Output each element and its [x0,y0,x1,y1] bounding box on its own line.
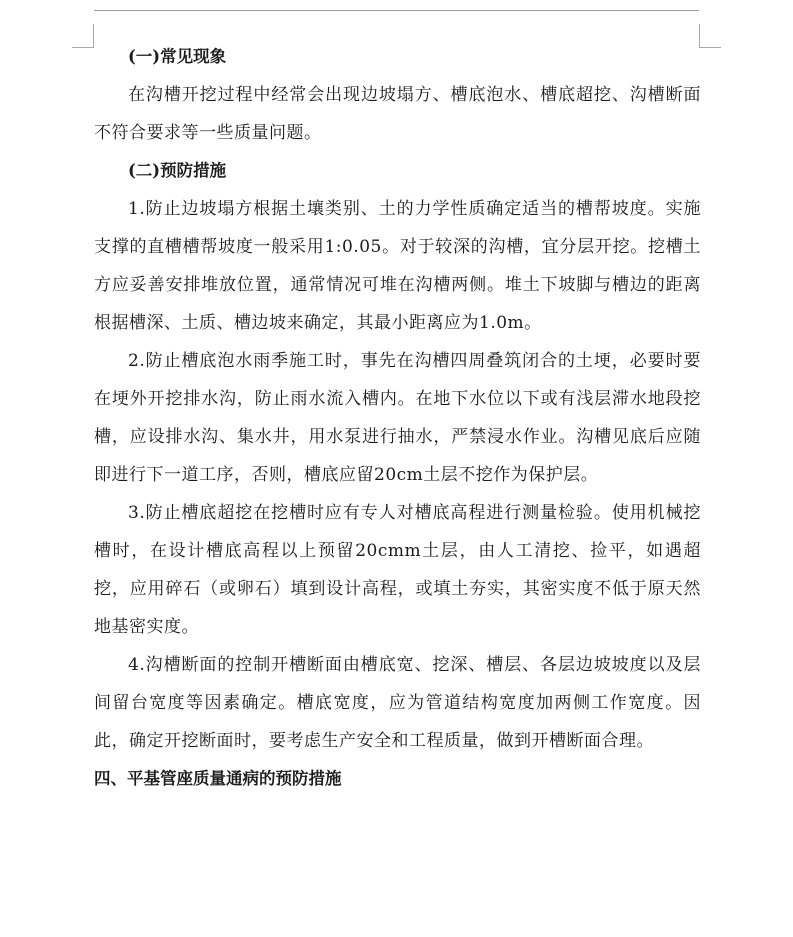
paragraph-measure-4: 4.沟槽断面的控制开槽断面由槽底宽、挖深、槽层、各层边坡坡度以及层间留台宽度等因素确定。槽底宽度，应为管道结构宽度加两侧工作宽度。因此，确定开挖断面时，要考虑生产安全和工程质量，做到开槽断面合理。 [94,655,701,751]
paragraph-measure-2: 2.防止槽底泡水雨季施工时，事先在沟槽四周叠筑闭合的土埂，必要时要在埂外开挖排水沟，防止雨水流入槽内。在地下水位以下或有浅层滞水地段挖槽，应设排水沟、集水井，用水泵进行抽水，严禁浸水作业。沟槽见底后应随即进行下一道工序，否则，槽底应留20cm土层不挖作为保护层。 [94,351,701,485]
margin-corner-mark-left [72,24,94,48]
paragraph-measure-3: 3.防止槽底超挖在挖槽时应有专人对槽底高程进行测量检验。使用机械挖槽时，在设计槽底高程以上预留20cmm土层，由人工清挖、捡平，如遇超挖，应用碎石（或卵石）填到设计高程，或填土夯实，其密实度不低于原天然地基密实度。 [94,503,701,637]
paragraph-measure-1: 1.防止边坡塌方根据土壤类别、土的力学性质确定适当的槽帮坡度。实施支撑的直槽槽帮坡度一般采用1:0.05。对于较深的沟槽，宜分层开挖。挖槽土方应妥善安排堆放位置，通常情况可堆在沟槽两侧。堆土下坡脚与槽边的距离根据槽深、土质、槽边坡来确定，其最小距离应为1.0m。 [94,199,701,333]
paragraph-phenomena: 在沟槽开挖过程中经常会出现边坡塌方、槽底泡水、槽底超挖、沟槽断面不符合要求等一些质量问题。 [94,85,701,143]
subheading-preventive-measures: (二)预防措施 [128,161,227,180]
section-heading-4: 四、平基管座质量通病的预防措施 [94,769,342,788]
margin-corner-mark-right [699,24,721,48]
document-body [94,38,701,798]
subheading-common-phenomena: (一)常见现象 [128,47,227,66]
page-top-rule [94,10,699,11]
